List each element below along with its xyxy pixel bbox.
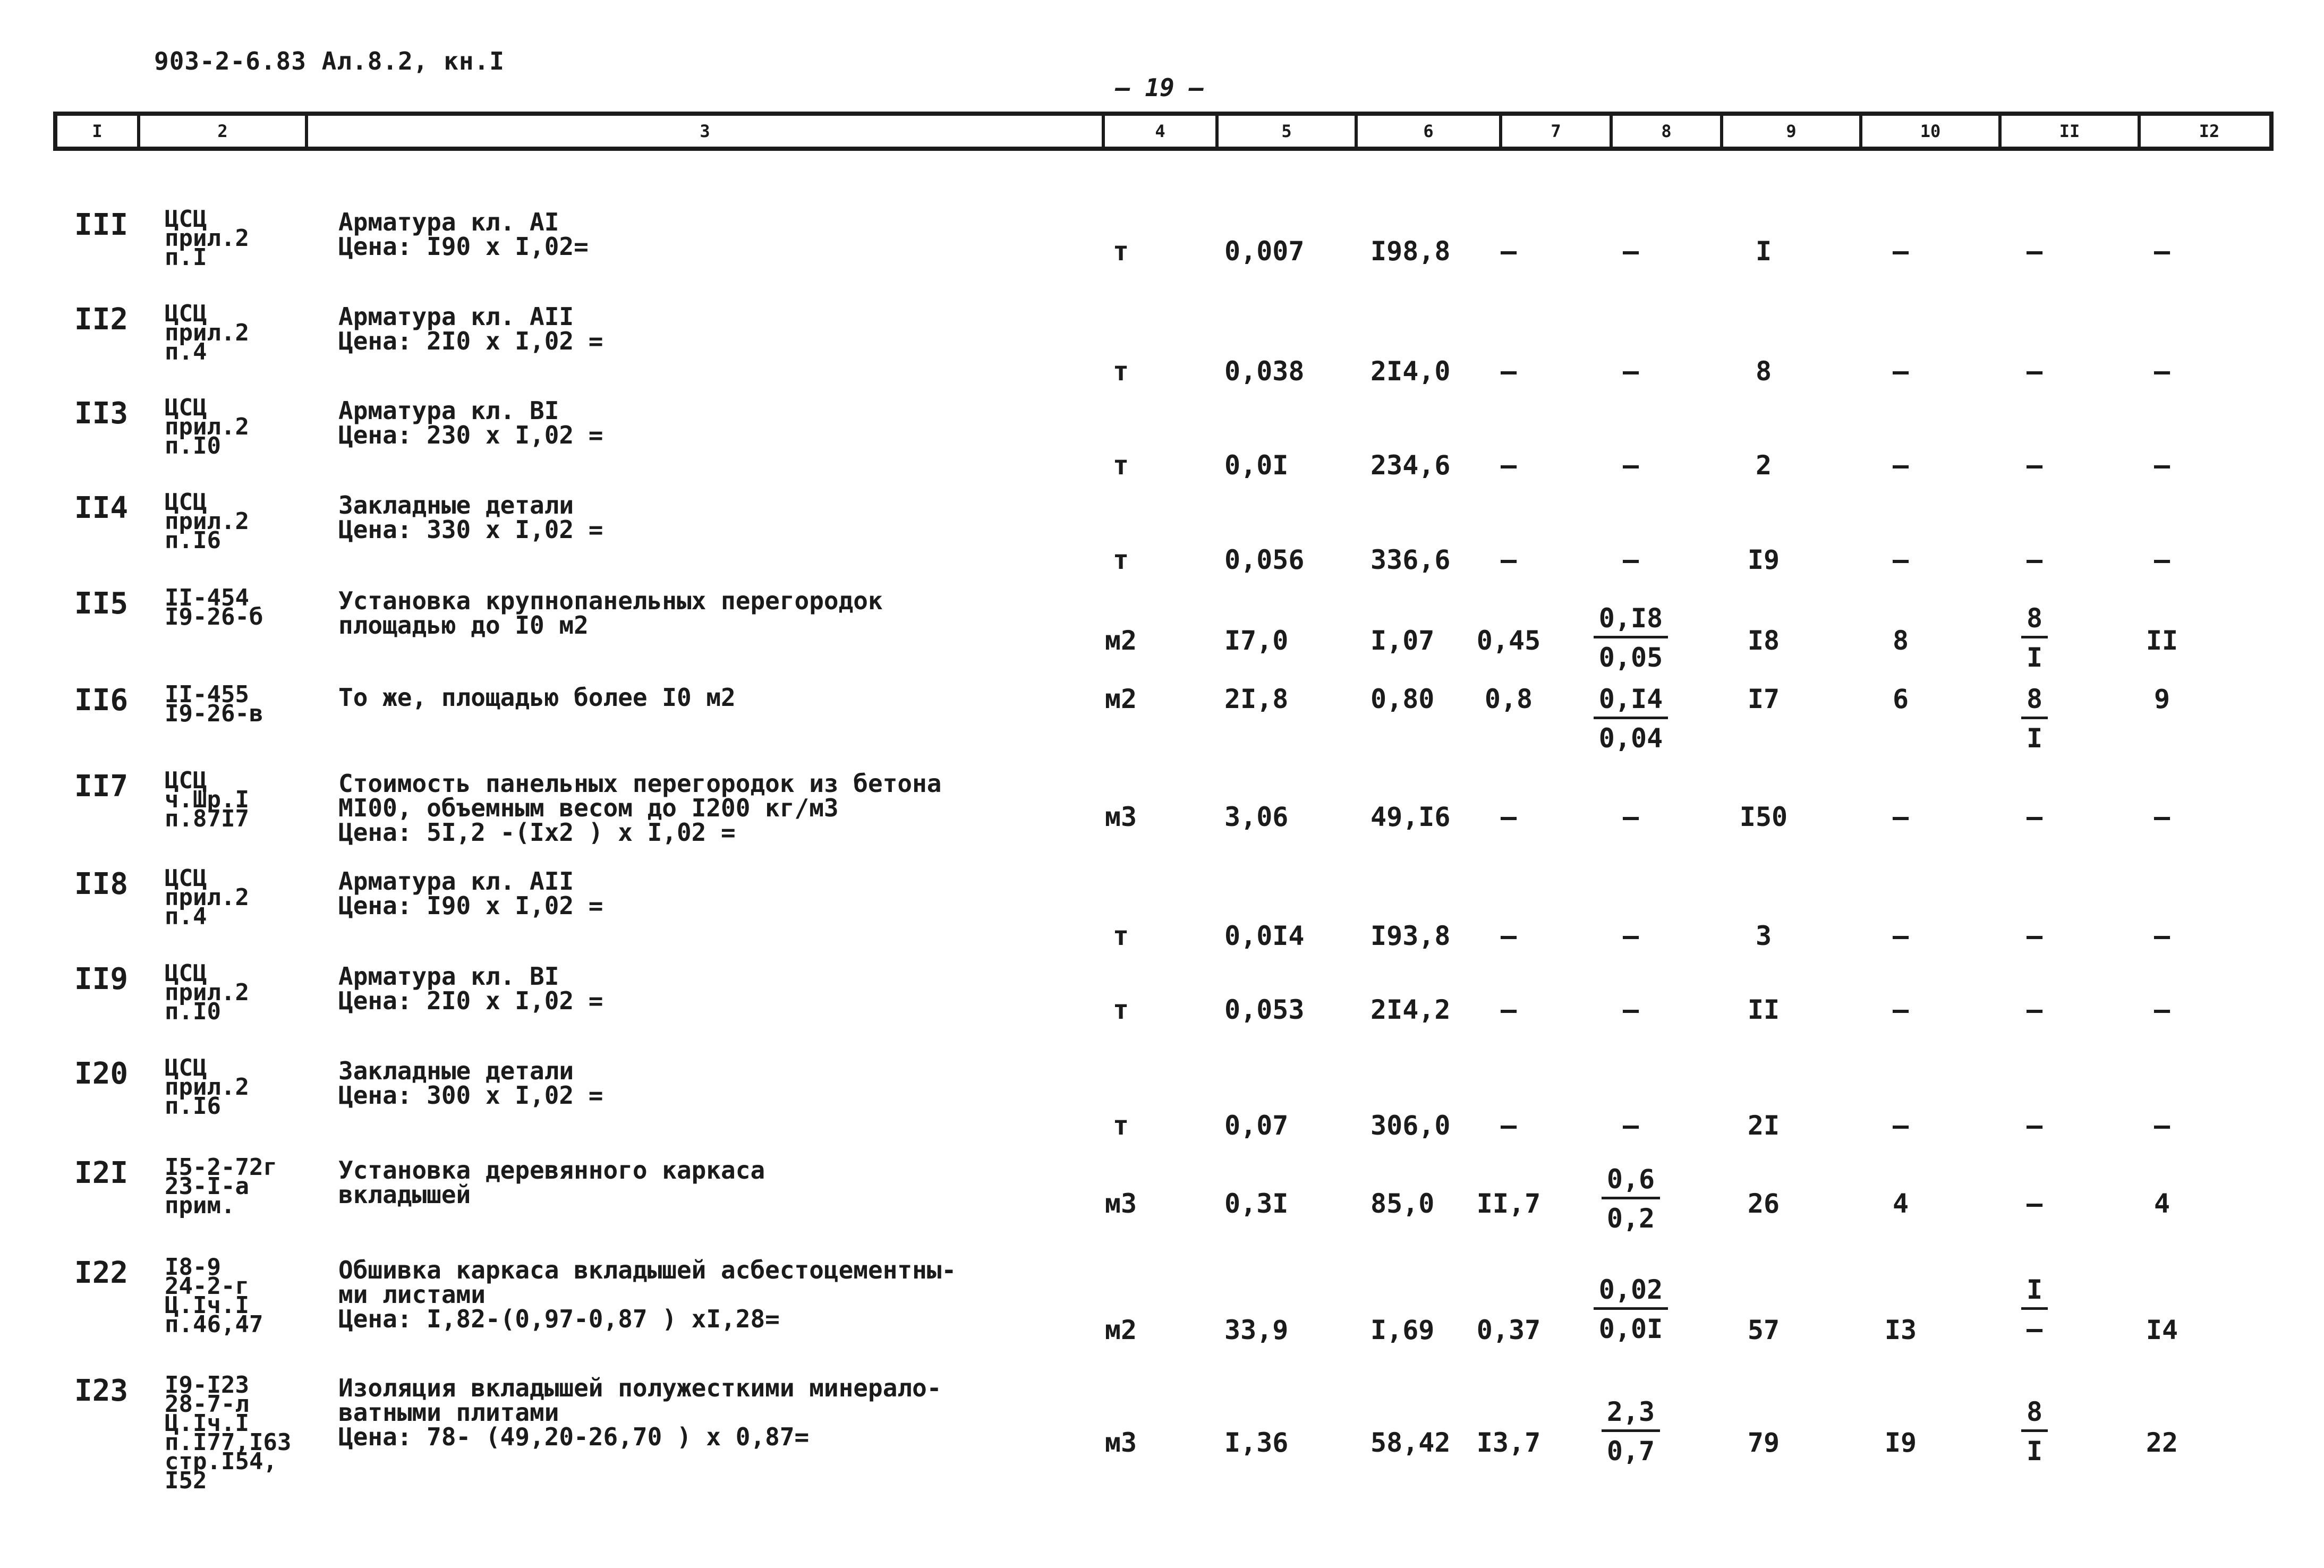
col8-fraction-denominator: 0,7 [1606, 1435, 1655, 1467]
col8-cell: – [1622, 544, 1639, 575]
price-cell: 2I4,2 [1370, 994, 1451, 1025]
item-description-line: То же, площадью более I0 м2 [338, 683, 736, 712]
col7-cell: II,7 [1476, 1188, 1541, 1219]
item-description [338, 964, 603, 1013]
col9-cell: II [1747, 994, 1780, 1025]
col9-cell: 2 [1755, 450, 1772, 481]
item-code [165, 865, 249, 931]
col11-fraction-numerator: 8 [2021, 685, 2048, 719]
item-description-line: Арматура кл. BI [338, 396, 559, 425]
item-code-line: 28-7-л [165, 1391, 249, 1418]
item-description [338, 1258, 956, 1331]
price-cell: 2I4,0 [1370, 356, 1451, 387]
col9-cell: I8 [1747, 625, 1780, 656]
col12-cell: – [2153, 236, 2170, 267]
item-description [338, 869, 603, 918]
col11-cell: – [2026, 802, 2043, 832]
header-col-10: 10 [1859, 116, 1998, 147]
col11-cell: – [2026, 450, 2043, 481]
item-code [165, 300, 249, 366]
price-cell: 336,6 [1370, 544, 1451, 575]
quantity-cell: 0,07 [1224, 1110, 1289, 1141]
col9-cell: I50 [1739, 802, 1788, 832]
item-code-line: п.4 [165, 903, 207, 931]
col8-cell: – [1622, 921, 1639, 951]
quantity-cell: 33,9 [1224, 1315, 1289, 1345]
item-number: I22 [74, 1256, 129, 1290]
col12-cell: I4 [2146, 1315, 2178, 1345]
header-col-3: 3 [305, 116, 1102, 147]
col10-cell: 6 [1892, 684, 1909, 714]
item-code-line: п.I6 [165, 527, 221, 555]
unit-cell: м2 [1104, 1315, 1137, 1345]
col8-fraction-numerator: 2,3 [1602, 1398, 1660, 1432]
item-code [165, 1054, 249, 1120]
price-cell: 58,42 [1370, 1427, 1451, 1458]
item-description-line: Изоляция вкладышей полужесткими минерало- [338, 1374, 942, 1402]
col9-cell: I7 [1747, 684, 1780, 714]
item-description-line: Закладные детали [338, 1056, 574, 1085]
item-description-line: Стоимость панельных перегородок из бетона [338, 769, 942, 798]
col10-cell: – [1892, 802, 1909, 832]
item-number: II6 [74, 683, 129, 718]
item-description [338, 1376, 941, 1449]
item-code [165, 1154, 277, 1220]
col8-cell: – [1622, 802, 1639, 832]
item-code-line: ч.Шр.I [165, 786, 249, 814]
item-description-line: Цена: 78- (49,20-26,70 ) x 0,87= [338, 1422, 810, 1451]
item-description-line: Арматура кл. AI [338, 208, 559, 236]
unit-cell: т [1112, 1110, 1129, 1141]
col8-cell: – [1622, 1110, 1639, 1141]
item-code [165, 1371, 292, 1495]
col9-cell: I9 [1747, 544, 1780, 575]
price-cell: 0,80 [1370, 684, 1435, 714]
col8-fraction-numerator: 0,I4 [1594, 685, 1668, 719]
page-number: — 19 — [1116, 73, 1204, 102]
col11-fraction-denominator: I [2026, 1435, 2043, 1467]
col11-fraction [2003, 1398, 2066, 1465]
col11-fraction-denominator: I [2026, 642, 2043, 673]
item-number: I20 [74, 1056, 129, 1091]
item-code-line: прил.2 [165, 1073, 249, 1101]
unit-cell: м3 [1104, 1188, 1137, 1219]
col11-cell: – [2026, 1110, 2043, 1141]
item-number: II8 [74, 867, 129, 901]
col8-cell: – [1622, 356, 1639, 387]
price-cell: 234,6 [1370, 450, 1451, 481]
item-code-line: I8-9 [165, 1254, 221, 1281]
col9-cell: 3 [1755, 921, 1772, 951]
col10-cell: – [1892, 236, 1909, 267]
item-code-line: прил.2 [165, 508, 249, 535]
item-description-line: ми листами [338, 1280, 486, 1309]
header-col-6: 6 [1355, 116, 1499, 147]
item-code-line: п.46,47 [165, 1311, 263, 1339]
col8-fraction-numerator: 0,02 [1594, 1276, 1668, 1310]
item-description-line: площадью до I0 м2 [338, 611, 589, 640]
item-description-line: Цена: I,82-(0,97-0,87 ) xI,28= [338, 1305, 780, 1333]
col11-fraction-numerator: I [2021, 1276, 2048, 1310]
item-code-line: стр.I54, [165, 1448, 277, 1476]
col10-cell: 8 [1892, 625, 1909, 656]
item-code-line: 24-2-г [165, 1273, 249, 1300]
item-number: II3 [74, 396, 129, 431]
col9-cell: 8 [1755, 356, 1772, 387]
item-code-line: Ц.Iч.I [165, 1410, 249, 1437]
quantity-cell: 2I,8 [1224, 684, 1289, 714]
item-code-line: п.I0 [165, 432, 221, 460]
col12-cell: – [2153, 356, 2170, 387]
item-code-line: I52 [165, 1467, 207, 1495]
col11-fraction [2003, 685, 2066, 752]
col7-cell: 0,37 [1476, 1315, 1541, 1345]
item-number: I2I [74, 1156, 129, 1190]
col11-fraction-denominator: – [2026, 1313, 2043, 1344]
item-description-line: MI00, объемным весом до I200 кг/м3 [338, 794, 839, 822]
item-code-line: ЦСЦ [165, 767, 207, 794]
item-code [165, 206, 249, 271]
item-description-line: Арматура кл. AII [338, 867, 574, 896]
header-col-8: 8 [1610, 116, 1720, 147]
col7-cell: – [1500, 1110, 1517, 1141]
item-code-line: Ц.Iч.I [165, 1292, 249, 1319]
col11-fraction [2003, 1276, 2066, 1343]
item-code-line: ЦСЦ [165, 489, 207, 516]
item-code-line: п.I77,I63 [165, 1429, 292, 1456]
col12-cell: – [2153, 921, 2170, 951]
item-code-line: I9-26-б [165, 603, 263, 631]
document-code: 903-2-6.83 Ал.8.2, кн.I [154, 47, 505, 75]
item-description-line: Цена: 5I,2 -(Iх2 ) x I,02 = [338, 818, 736, 847]
col9-cell: 2I [1747, 1110, 1780, 1141]
col12-cell: – [2153, 450, 2170, 481]
col8-fraction [1599, 1398, 1663, 1465]
quantity-cell: 0,038 [1224, 356, 1305, 387]
item-number: II2 [74, 302, 129, 337]
quantity-cell: 0,007 [1224, 236, 1305, 267]
col7-cell: – [1500, 236, 1517, 267]
item-code-line: ЦСЦ [165, 300, 207, 327]
col12-cell: – [2153, 544, 2170, 575]
item-code-line: прил.2 [165, 884, 249, 911]
unit-cell: м2 [1104, 625, 1137, 656]
header-col-11: II [1998, 116, 2138, 147]
col7-cell: – [1500, 450, 1517, 481]
item-code-line: ЦСЦ [165, 1054, 207, 1081]
col9-cell: 26 [1747, 1188, 1780, 1219]
unit-cell: т [1112, 236, 1129, 267]
price-cell: 49,I6 [1370, 802, 1451, 832]
item-code-line: I9-26-в [165, 700, 263, 728]
quantity-cell: 0,053 [1224, 994, 1305, 1025]
col9-cell: 57 [1747, 1315, 1780, 1345]
col8-fraction [1599, 604, 1663, 671]
price-cell: I98,8 [1370, 236, 1451, 267]
price-cell: I,07 [1370, 625, 1435, 656]
item-code-line: п.I0 [165, 998, 221, 1026]
item-description [338, 771, 941, 845]
col8-fraction-denominator: 0,2 [1606, 1203, 1655, 1234]
item-description-line: Цена: 2I0 x I,02 = [338, 327, 603, 355]
header-col-4: 4 [1102, 116, 1215, 147]
item-description-line: Цена: 230 x I,02 = [338, 421, 603, 449]
item-code-line: 23-I-а [165, 1173, 249, 1200]
item-description-line: Арматура кл. AII [338, 302, 574, 331]
item-code [165, 584, 263, 631]
col12-cell: – [2153, 802, 2170, 832]
unit-cell: т [1112, 450, 1129, 481]
header-col-2: 2 [137, 116, 305, 147]
item-code-line: п.87I7 [165, 805, 249, 833]
col8-fraction [1599, 1165, 1663, 1232]
col7-cell: I3,7 [1476, 1427, 1541, 1458]
col11-fraction-numerator: 8 [2021, 604, 2048, 638]
col11-cell: – [2026, 994, 2043, 1025]
item-description-line: Обшивка каркаса вкладышей асбестоцементны- [338, 1256, 957, 1284]
item-description-line: Установка крупнопанельных перегородок [338, 586, 883, 615]
item-number: II5 [74, 586, 129, 621]
col12-cell: 22 [2146, 1427, 2178, 1458]
item-description-line: Цена: I90 x I,02 = [338, 891, 603, 920]
col10-cell: – [1892, 921, 1909, 951]
col10-cell: – [1892, 994, 1909, 1025]
item-description-line: Цена: 2I0 x I,02 = [338, 986, 603, 1015]
header-col-9: 9 [1720, 116, 1859, 147]
item-code-line: II-454 [165, 584, 249, 611]
col11-fraction-denominator: I [2026, 722, 2043, 754]
header-col-12: I2 [2138, 116, 2278, 147]
item-code-line: II-455 [165, 681, 249, 708]
col8-fraction [1599, 685, 1663, 752]
col12-cell: – [2153, 994, 2170, 1025]
col11-cell: – [2026, 544, 2043, 575]
col11-fraction-numerator: 8 [2021, 1398, 2048, 1432]
col11-fraction [2003, 604, 2066, 671]
item-code-line: прил.2 [165, 979, 249, 1007]
quantity-cell: 0,0I4 [1224, 921, 1305, 951]
col10-cell: – [1892, 544, 1909, 575]
item-code-line: п.I6 [165, 1093, 221, 1120]
item-description-line: Цена: 330 x I,02 = [338, 515, 603, 544]
col7-cell: – [1500, 544, 1517, 575]
item-description-line: Цена: 300 x I,02 = [338, 1081, 603, 1110]
col8-fraction-numerator: 0,I8 [1594, 604, 1668, 638]
col8-cell: – [1622, 450, 1639, 481]
item-description-line: вкладышей [338, 1180, 471, 1209]
col12-cell: 4 [2153, 1188, 2170, 1219]
quantity-cell: 0,056 [1224, 544, 1305, 575]
col7-cell: – [1500, 802, 1517, 832]
item-number: II9 [74, 962, 129, 996]
item-code [165, 960, 249, 1026]
unit-cell: м2 [1104, 684, 1137, 714]
col7-cell: 0,45 [1476, 625, 1541, 656]
item-code-line: п.I [165, 244, 207, 271]
col10-cell: I9 [1884, 1427, 1917, 1458]
unit-cell: т [1112, 994, 1129, 1025]
item-code-line: ЦСЦ [165, 394, 207, 421]
item-code [165, 767, 249, 833]
item-code-line: I9-I23 [165, 1371, 249, 1399]
header-col-1: I [92, 121, 103, 141]
col7-cell: – [1500, 921, 1517, 951]
unit-cell: м3 [1104, 802, 1137, 832]
item-code [165, 489, 249, 555]
price-cell: I,69 [1370, 1315, 1435, 1345]
col11-cell: – [2026, 921, 2043, 951]
item-description-line: Цена: I90 x I,02= [338, 232, 589, 261]
item-code-line: прил.2 [165, 225, 249, 252]
item-description [338, 304, 603, 353]
item-code-line: ЦСЦ [165, 960, 207, 987]
col8-cell: – [1622, 236, 1639, 267]
price-cell: 85,0 [1370, 1188, 1435, 1219]
price-cell: 306,0 [1370, 1110, 1451, 1141]
unit-cell: т [1112, 356, 1129, 387]
item-code-line: п.4 [165, 338, 207, 366]
col10-cell: – [1892, 356, 1909, 387]
col10-cell: – [1892, 1110, 1909, 1141]
col7-cell: 0,8 [1484, 684, 1533, 714]
col8-fraction-denominator: 0,0I [1598, 1313, 1663, 1344]
col12-cell: – [2153, 1110, 2170, 1141]
col8-cell: – [1622, 994, 1639, 1025]
item-description [338, 1056, 603, 1110]
col12-cell: 9 [2153, 684, 2170, 714]
item-description [338, 210, 589, 259]
unit-cell: т [1112, 544, 1129, 575]
item-code-line: ЦСЦ [165, 865, 207, 892]
unit-cell: т [1112, 921, 1129, 951]
col10-cell: – [1892, 450, 1909, 481]
quantity-cell: 3,06 [1224, 802, 1289, 832]
item-code-line: I5-2-72г [165, 1154, 277, 1181]
col10-cell: I3 [1884, 1315, 1917, 1345]
item-code-line: прил.2 [165, 413, 249, 441]
col10-cell: 4 [1892, 1188, 1909, 1219]
item-code [165, 394, 249, 460]
col11-cell: – [2026, 356, 2043, 387]
col8-fraction-denominator: 0,05 [1598, 642, 1663, 673]
header-col-7: 7 [1499, 116, 1610, 147]
item-description-line: Установка деревянного каркаса [338, 1156, 765, 1184]
col9-cell: I [1755, 236, 1772, 267]
item-code [165, 681, 263, 728]
item-number: II4 [74, 491, 129, 525]
col11-cell: – [2026, 236, 2043, 267]
item-code-line: ЦСЦ [165, 206, 207, 233]
item-description-line: Закладные детали [338, 491, 574, 519]
col11-cell: – [2026, 1188, 2043, 1219]
unit-cell: м3 [1104, 1427, 1137, 1458]
col9-cell: 79 [1747, 1427, 1780, 1458]
col7-cell: – [1500, 994, 1517, 1025]
quantity-cell: I7,0 [1224, 625, 1289, 656]
price-cell: I93,8 [1370, 921, 1451, 951]
col8-fraction-denominator: 0,04 [1598, 722, 1663, 754]
item-number: III [74, 208, 129, 242]
item-number: I23 [74, 1374, 129, 1408]
item-number: II7 [74, 769, 129, 804]
col7-cell: – [1500, 356, 1517, 387]
item-description [338, 685, 736, 710]
header-col-5: 5 [1215, 116, 1355, 147]
col8-fraction-numerator: 0,6 [1602, 1165, 1660, 1199]
item-description [338, 586, 883, 640]
item-code [165, 1254, 263, 1339]
item-description [338, 398, 603, 447]
quantity-cell: I,36 [1224, 1427, 1289, 1458]
col12-cell: II [2146, 625, 2178, 656]
item-description-line: ватными плитами [338, 1398, 559, 1427]
item-code-line: прил.2 [165, 319, 249, 347]
col8-fraction [1599, 1276, 1663, 1343]
item-description [338, 1158, 765, 1207]
item-description-line: Арматура кл. BI [338, 962, 559, 991]
quantity-cell: 0,0I [1224, 450, 1289, 481]
quantity-cell: 0,3I [1224, 1188, 1289, 1219]
item-description [338, 493, 603, 542]
item-code-line: прим. [165, 1192, 235, 1220]
